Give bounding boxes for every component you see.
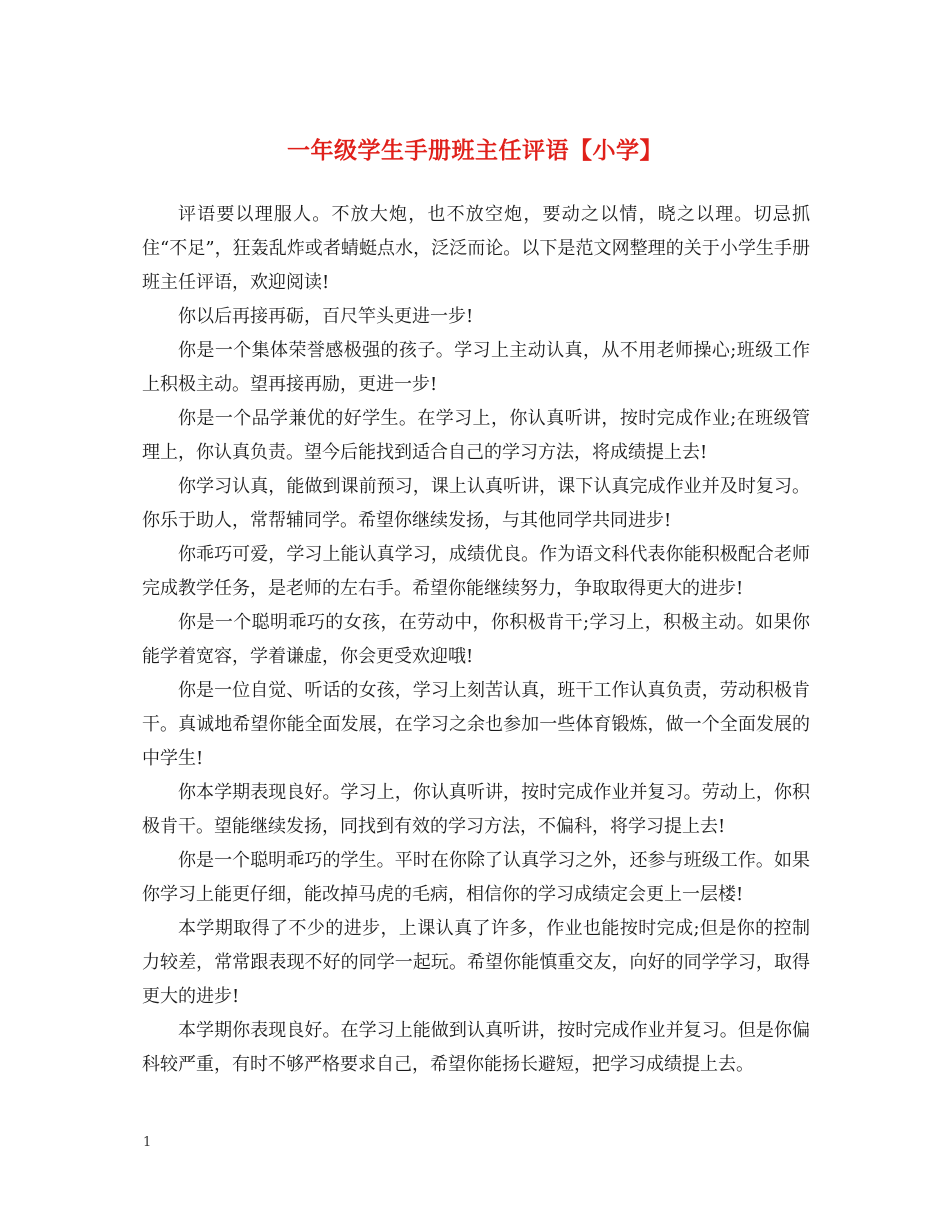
paragraph: 评语要以理服人。不放大炮，也不放空炮，要动之以情，晓之以理。切忌抓住“不足”，狂轰乱炸或者蜻蜓点水，泛泛而论。以下是范文网整理的关于小学生手册班主任评语，欢迎阅读!: [142, 204, 810, 293]
paragraph: 你是一个集体荣誉感极强的孩子。学习上主动认真，从不用老师操心;班级工作上积极主动。望再接再励，更进一步!: [142, 340, 810, 395]
paragraph: 你是一个聪明乖巧的女孩，在劳动中，你积极肯干;学习上，积极主动。如果你能学着宽容，学着谦虚，你会更受欢迎哦!: [142, 612, 810, 667]
document-body: [142, 198, 810, 1082]
paragraph: 本学期取得了不少的进步，上课认真了许多，作业也能按时完成;但是你的控制力较差，常常跟表现不好的同学一起玩。希望你能慎重交友，向好的同学学习，取得更大的进步!: [142, 918, 810, 1007]
page-number: 1: [143, 1135, 152, 1150]
paragraph: 你是一个品学兼优的好学生。在学习上，你认真听讲，按时完成作业;在班级管理上，你认真负责。望今后能找到适合自己的学习方法，将成绩提上去!: [142, 408, 810, 463]
document-title: 一年级学生手册班主任评语【小学】: [287, 137, 663, 164]
paragraph: 本学期你表现良好。在学习上能做到认真听讲，按时完成作业并复习。但是你偏科较严重，有时不够严格要求自己，希望你能扬长避短，把学习成绩提上去。: [142, 1020, 810, 1075]
paragraph: 你是一位自觉、听话的女孩，学习上刻苦认真，班干工作认真负责，劳动积极肯干。真诚地希望你能全面发展，在学习之余也参加一些体育锻炼，做一个全面发展的中学生!: [142, 680, 810, 769]
paragraph: 你以后再接再砺，百尺竿头更进一步!: [178, 306, 474, 327]
paragraph: 你学习认真，能做到课前预习，课上认真听讲，课下认真完成作业并及时复习。你乐于助人，常帮辅同学。希望你继续发扬，与其他同学共同进步!: [142, 476, 810, 531]
paragraph: 你本学期表现良好。学习上，你认真听讲，按时完成作业并复习。劳动上，你积极肯干。望能继续发扬，同找到有效的学习方法，不偏科，将学习提上去!: [142, 782, 810, 837]
paragraph: 你是一个聪明乖巧的学生。平时在你除了认真学习之外，还参与班级工作。如果你学习上能更仔细，能改掉马虎的毛病，相信你的学习成绩定会更上一层楼!: [142, 850, 810, 905]
paragraph: 你乖巧可爱，学习上能认真学习，成绩优良。作为语文科代表你能积极配合老师完成教学任务，是老师的左右手。希望你能继续努力，争取取得更大的进步!: [142, 544, 810, 599]
